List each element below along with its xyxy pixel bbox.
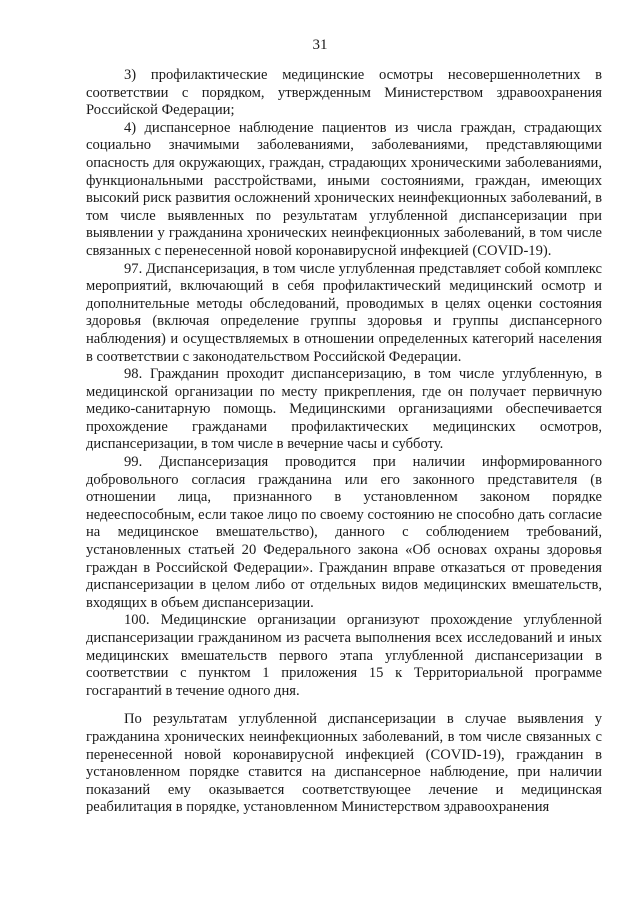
- paragraph-98: 98. Гражданин проходит диспансеризацию, в том числе углубленную, в медицинской организации по месту прикрепления, где он получает первичную медико-санитарную помощь. Медицинскими организациями обеспечивается прохождение гражданами профилактических медицинских осмотров, диспансеризации, в том числе в вечерние часы и субботу.: [86, 366, 602, 453]
- document-body: [86, 67, 602, 817]
- paragraph-item-3: 3) профилактические медицинские осмотры несовершеннолетних в соответствии с порядком, утвержденным Министерством здравоохранения Российской Федерации;: [86, 67, 602, 119]
- paragraph-97: 97. Диспансеризация, в том числе углубленная представляет собой комплекс мероприятий, включающий в себя профилактический медицинский осмотр и дополнительные методы обследований, проводимых в целях оценки состояния здоровья (включая определение группы здоровья и группы диспансерного наблюдения) и осуществляемых в отношении определенных категорий населения в соответствии с законодательством Российской Федерации.: [86, 260, 602, 365]
- page-number: 31: [312, 37, 328, 53]
- paragraph-results: По результатам углубленной диспансеризации в случае выявления у гражданина хронических неинфекционных заболеваний, в том числе связанных с перенесенной новой коронавирусной инфекцией (COVID-19), гражданин в установленном порядке ставится на диспансерное наблюдение, при наличии показаний ему оказывается соответствующее лечение и медицинская реабилитация в порядке, установленном Министерством здравоохранения: [86, 711, 602, 816]
- paragraph-99: 99. Диспансеризация проводится при наличии информированного добровольного согласия гражданина или его законного представителя (в отношении лица, признанного в установленном законом порядке недееспособным, если такое лицо по своему состоянию не способно дать согласие на медицинское вмешательство), данного с соблюдением требований, установленных статьей 20 Федерального закона «Об основах охраны здоровья граждан в Российской Федерации». Гражданин вправе отказаться от проведения диспансеризации в целом либо от отдельных видов медицинских вмешательств, входящих в объем диспансеризации.: [86, 454, 602, 611]
- paragraph-item-4: 4) диспансерное наблюдение пациентов из числа граждан, страдающих социально значимыми заболеваниями, заболеваниями, представляющими опасность для окружающих, граждан, страдающих хроническими заболеваниями, функциональными расстройствами, иными состояниями, граждан, имеющих высокий риск развития осложнений хронических неинфекционных заболеваний, в том числе выявленных по результатам углубленной диспансеризации при выявлении у гражданина хронических неинфекционных заболеваний, в том числе связанных с перенесенной новой коронавирусной инфекцией (COVID-19).: [86, 119, 602, 259]
- paragraph-100: 100. Медицинские организации организуют прохождение углубленной диспансеризации гражданином из расчета выполнения всех исследований и иных медицинских вмешательств первого этапа углубленной диспансеризации в соответствии с пунктом 1 приложения 15 к Территориальной программе госгарантий в течение одного дня.: [86, 612, 602, 699]
